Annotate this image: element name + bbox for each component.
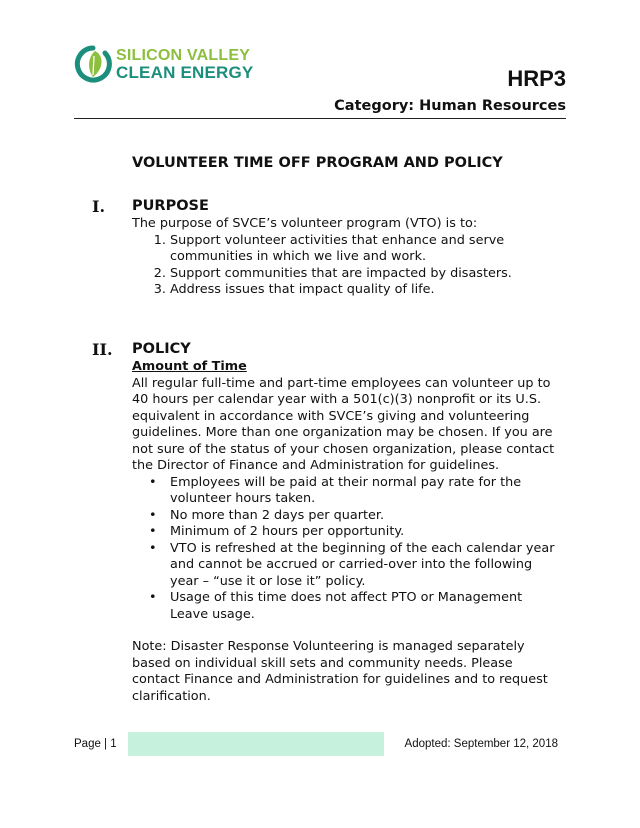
- policy-section-body: [132, 359, 564, 705]
- document-category: Category: Human Resources: [334, 98, 566, 114]
- purpose-list-item: 2. Support communities that are impacted by disasters.: [170, 266, 564, 283]
- footer-adopted-date: Adopted: September 12, 2018: [404, 738, 558, 750]
- logo-text-line2: CLEAN ENERGY: [116, 63, 254, 82]
- company-logo: [74, 42, 274, 88]
- footer-highlight-bar: [128, 732, 384, 756]
- bullet-icon: •: [149, 590, 157, 605]
- purpose-section-title: PURPOSE: [132, 198, 209, 214]
- policy-bullet-list: [132, 475, 564, 624]
- policy-section-number: II.: [92, 340, 113, 359]
- policy-subheading: Amount of Time: [132, 359, 247, 374]
- policy-paragraph: All regular full-time and part-time employees can volunteer up to 40 hours per calendar year with a 501(c)(3) nonprofit or its U.S. equivalent in accordance with SVCE’s giving and volunteering guidelines. More than one organization may be chosen. If you are not sure of the status of your chosen organization, please contact the Director of Finance and Administration for guidelines.: [132, 375, 555, 473]
- policy-bullet-item: [149, 540, 564, 591]
- document-title: VOLUNTEER TIME OFF PROGRAM AND POLICY: [132, 155, 503, 171]
- purpose-list-item: 1. Support volunteer activities that enhance and serve communities in which we live and work.: [170, 233, 564, 266]
- bullet-icon: •: [149, 540, 157, 556]
- policy-bullet-item: [149, 474, 564, 508]
- purpose-section-body: [132, 216, 564, 299]
- policy-bullet-text: Employees will be paid at their normal pay rate for the volunteer hours taken.: [170, 474, 522, 506]
- header-divider: [74, 118, 566, 119]
- bullet-icon: •: [149, 507, 157, 523]
- policy-bullet-text: Minimum of 2 hours per opportunity.: [170, 524, 405, 539]
- policy-bullet-text: Usage of this time does not affect PTO or Management Leave usage.: [170, 590, 523, 622]
- bullet-icon: •: [149, 524, 157, 539]
- policy-bullet-item: [149, 524, 564, 541]
- policy-bullet-item: [149, 507, 564, 525]
- footer-page-number: Page | 1: [74, 738, 117, 750]
- logo-text-line1: SILICON VALLEY: [116, 47, 251, 64]
- policy-section-title: POLICY: [132, 341, 191, 357]
- policy-bullet-text: No more than 2 days per quarter.: [170, 507, 385, 523]
- purpose-list: [132, 233, 564, 299]
- policy-note: Note: Disaster Response Volunteering is managed separately based on individual skill sets and community needs. Please contact Finance and Administration for guidelines and to request clarification.: [132, 639, 548, 704]
- purpose-intro: The purpose of SVCE’s volunteer program (VTO) is to:: [132, 216, 478, 231]
- bullet-icon: •: [149, 474, 157, 490]
- document-code: HRP3: [507, 66, 566, 91]
- leaf-icon: [74, 44, 112, 84]
- policy-bullet-item: [149, 590, 564, 623]
- policy-bullet-text: VTO is refreshed at the beginning of the each calendar year and cannot be accrued or carried-over into the following year – “use it or lose it” policy.: [170, 540, 555, 589]
- purpose-section-number: I.: [92, 197, 106, 216]
- purpose-list-item: 3. Address issues that impact quality of life.: [170, 282, 564, 299]
